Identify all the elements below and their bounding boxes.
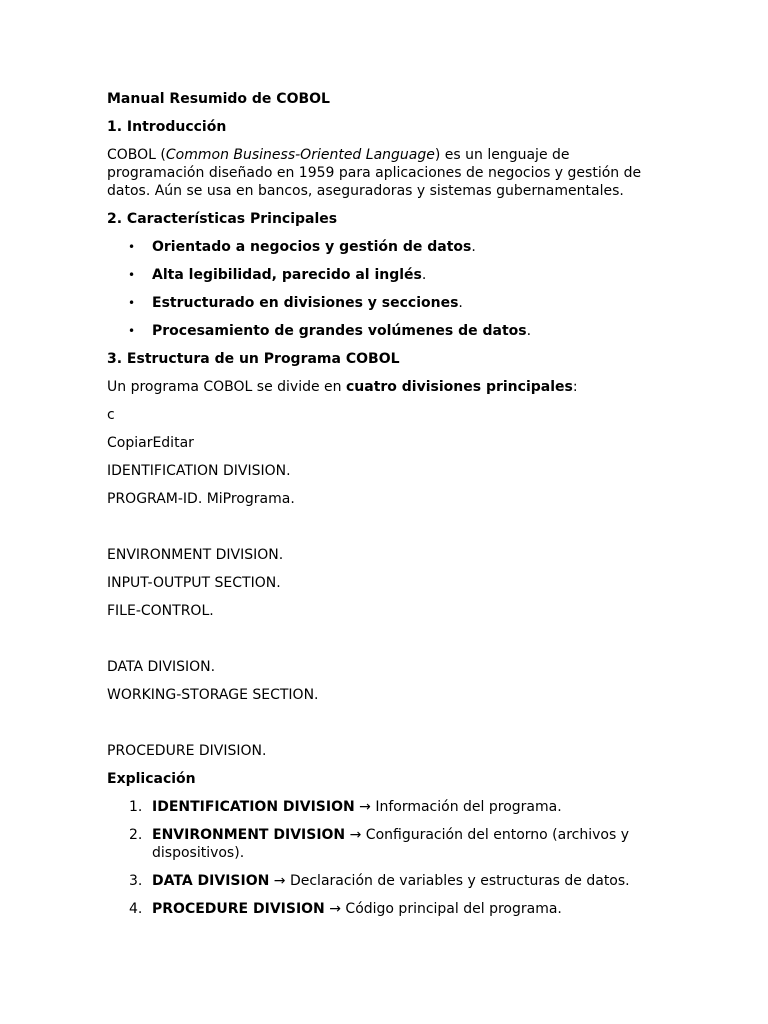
- intro-italic-term: Common Business-Oriented Language: [165, 147, 435, 163]
- division-description: → Código principal del programa.: [324, 901, 562, 917]
- structure-intro-bold: cuatro divisiones principales: [345, 379, 573, 395]
- feature-text: Estructurado en divisiones y secciones: [152, 295, 459, 311]
- code-line: FILE-CONTROL.: [107, 603, 214, 619]
- list-item: [107, 900, 647, 918]
- feature-suffix: .: [458, 295, 463, 311]
- item-number: 1.: [129, 799, 143, 815]
- intro-paragraph: [107, 146, 647, 200]
- document-title: Manual Resumido de COBOL: [107, 91, 330, 107]
- list-item: [107, 322, 647, 340]
- code-language-label: c: [107, 407, 115, 423]
- list-item: [107, 266, 647, 284]
- structure-intro-end: :: [572, 379, 578, 395]
- division-description: → Configuración del entorno (archivos y dispositivos).: [152, 827, 629, 861]
- code-line: ENVIRONMENT DIVISION.: [107, 547, 284, 563]
- section-heading-estructura: 3. Estructura de un Programa COBOL: [107, 351, 400, 367]
- division-description: → Información del programa.: [354, 799, 562, 815]
- bullet-icon: •: [128, 240, 136, 254]
- list-item: [107, 872, 647, 890]
- division-term: DATA DIVISION: [152, 873, 270, 889]
- feature-text: Orientado a negocios y gestión de datos: [152, 239, 472, 255]
- structure-intro: [107, 378, 647, 396]
- division-term: IDENTIFICATION DIVISION: [152, 799, 355, 815]
- intro-text-rest: ) es un lenguaje de programación diseñado en 1959 para aplicaciones de negocios y gestión de datos. Aún se usa en bancos, aseguradoras y sistemas gubernamentales.: [107, 147, 642, 199]
- list-item: [107, 798, 647, 816]
- bullet-icon: •: [128, 268, 136, 282]
- feature-suffix: .: [526, 323, 532, 339]
- code-line: PROGRAM-ID. MiPrograma.: [107, 491, 295, 507]
- feature-text: Procesamiento de grandes volúmenes de datos: [152, 323, 527, 339]
- item-number: 4.: [129, 901, 143, 917]
- item-number: 3.: [129, 873, 143, 889]
- division-term: PROCEDURE DIVISION: [152, 901, 325, 917]
- bullet-icon: •: [128, 324, 136, 338]
- code-line: IDENTIFICATION DIVISION.: [107, 463, 291, 479]
- feature-text: Alta legibilidad, parecido al inglés: [152, 267, 422, 283]
- list-item: [107, 238, 647, 256]
- feature-suffix: .: [421, 267, 427, 283]
- document-page: [107, 90, 647, 918]
- item-number: 2.: [129, 827, 143, 843]
- code-copy-edit-label[interactable]: CopiarEditar: [107, 435, 194, 451]
- code-line: INPUT-OUTPUT SECTION.: [107, 575, 281, 591]
- structure-intro-start: Un programa COBOL se divide en: [107, 379, 346, 395]
- section-heading-caracteristicas: 2. Características Principales: [107, 211, 338, 227]
- code-line: PROCEDURE DIVISION.: [107, 743, 267, 759]
- features-list: [107, 238, 647, 340]
- list-item: [107, 826, 647, 862]
- section-heading-introduccion: 1. Introducción: [107, 119, 227, 135]
- code-line: DATA DIVISION.: [107, 659, 216, 675]
- explanation-list: [107, 798, 647, 918]
- intro-text-start: COBOL (: [107, 147, 166, 163]
- list-item: [107, 294, 647, 312]
- code-line: WORKING-STORAGE SECTION.: [107, 687, 319, 703]
- bullet-icon: •: [128, 296, 136, 310]
- section-heading-explicacion: Explicación: [107, 771, 196, 787]
- division-description: → Declaración de variables y estructuras de datos.: [269, 873, 630, 889]
- feature-suffix: .: [471, 239, 476, 255]
- division-term: ENVIRONMENT DIVISION: [152, 827, 346, 843]
